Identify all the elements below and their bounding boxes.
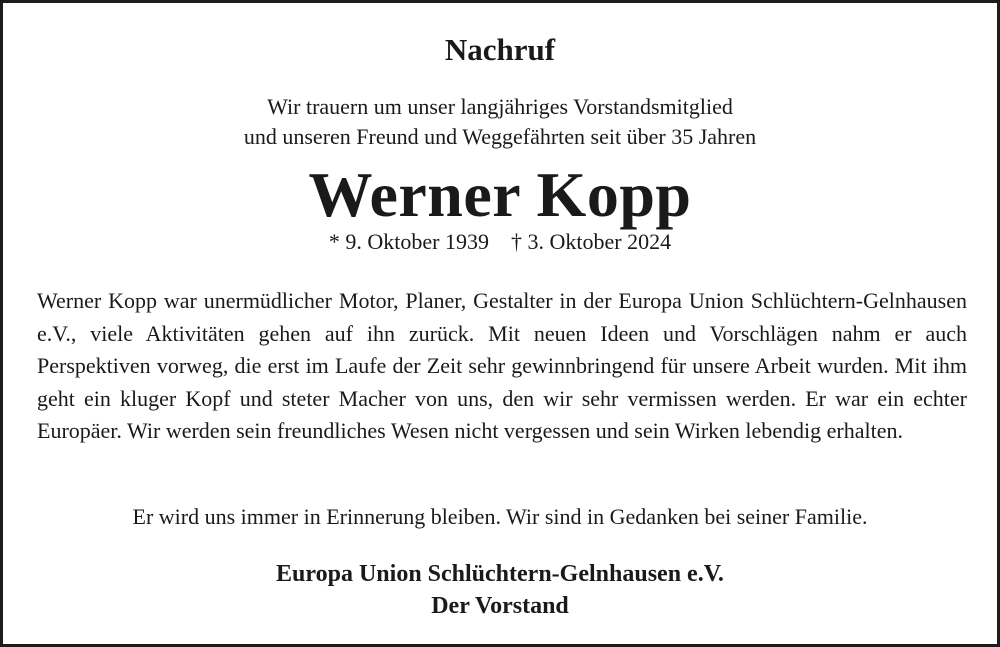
death-date: † 3. Oktober 2024 xyxy=(511,229,672,254)
tribute-paragraph: Werner Kopp war unermüdlicher Motor, Planer, Gestalter in der Europa Union Schlüchtern-Gelnhausen e.V., viele Aktivitäten gehen auf ihn zurück. Mit neuen Ideen und Vorschlägen nahm er auch Perspektiven vorweg, die erst im Laufe der Zeit sehr gewinnbringend für unsere Arbeit wurden. Mit ihm geht ein kluger Kopf und steter Macher von uns, den wir sehr vermissen werden. Er war ein echter Europäer. Wir werden sein freundliches Wesen nicht vergessen und sein Wirken lebendig erhalten. xyxy=(37,288,967,444)
organization-name: Europa Union Schlüchtern-Gelnhausen e.V. xyxy=(276,561,724,587)
notice-heading: Nachruf xyxy=(444,32,556,67)
signature-block xyxy=(3,558,997,622)
intro-line-1: Wir trauern um unser langjähriges Vorstandsmitglied xyxy=(267,94,733,119)
birth-date: * 9. Oktober 1939 xyxy=(328,229,489,254)
intro-text xyxy=(3,92,997,152)
intro-line-2: und unseren Freund und Weggefährten seit über 35 Jahren xyxy=(243,124,757,149)
deceased-name: Werner Kopp xyxy=(308,159,692,230)
life-dates xyxy=(3,227,997,257)
board-signature: Der Vorstand xyxy=(431,593,569,619)
closing-line: Er wird uns immer in Erinnerung bleiben. Wir sind in Gedanken bei seiner Familie. xyxy=(132,504,868,529)
